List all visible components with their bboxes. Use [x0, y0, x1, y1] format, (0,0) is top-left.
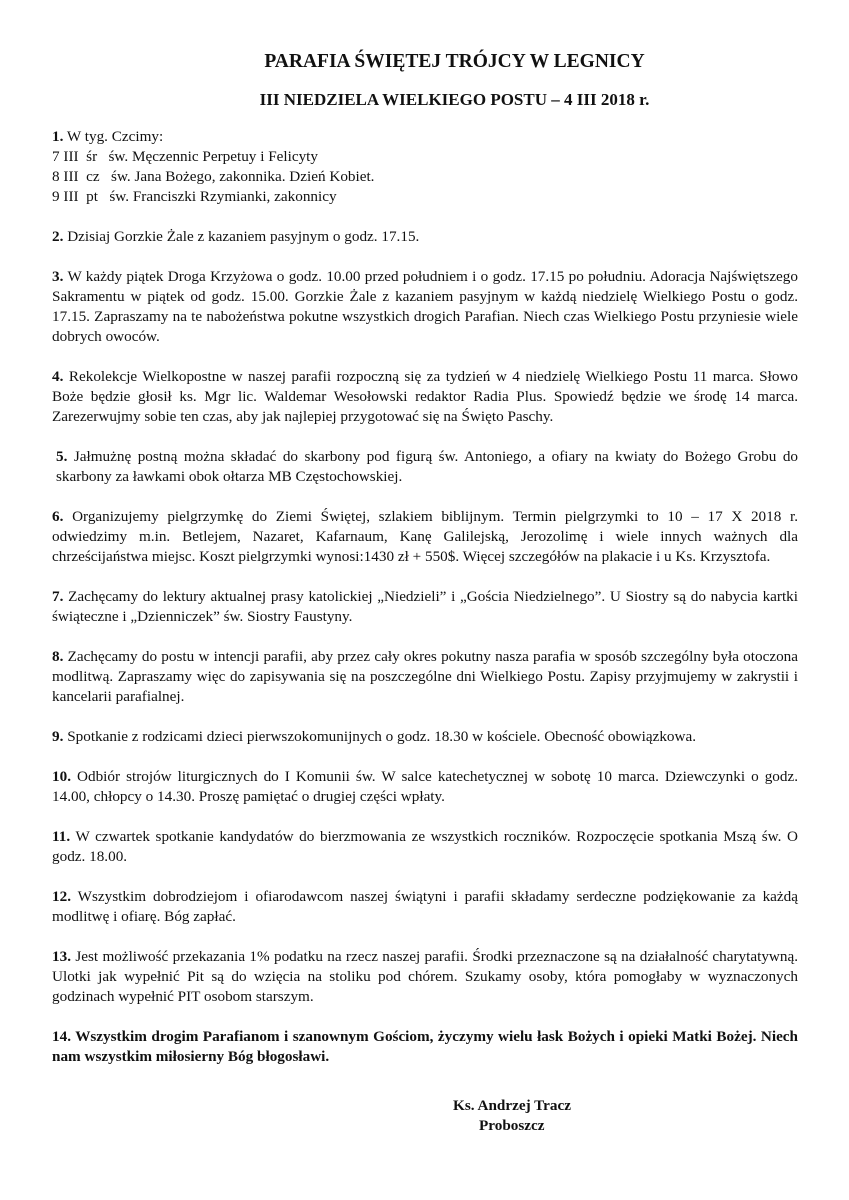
item-text: Wszystkim dobrodziejom i ofiarodawcom naszej świątyni i parafii składamy serdeczne podziękowanie za każdą modlitwę i ofiarę. Bóg zapłać. — [52, 888, 798, 925]
item-number: 3. — [52, 268, 64, 285]
item-number: 12. — [52, 888, 71, 905]
item-text: W każdy piątek Droga Krzyżowa o godz. 10.00 przed południem i o godz. 17.15 po południu. Adoracja Najświętszego Sakramentu w piątek od godz. 15.00. Gorzkie Żale z kazaniem pasyjnym w każdą niedzielę Wielkiego Postu o godz. 17.15. Zapraszamy na te nabożeństwa pokutne wszystkich drogich Parafian. Niech czas Wielkiego Postu przyniesie wiele dobrych owoców. — [52, 268, 798, 345]
item-text: W czwartek spotkanie kandydatów do bierzmowania ze wszystkich roczników. Rozpoczęcie spotkania Mszą św. O godz. 18.00. — [52, 828, 798, 865]
announcement-5 — [52, 447, 798, 487]
announcement-7 — [52, 587, 798, 627]
announcements — [52, 127, 798, 1067]
item-text: Wszystkim drogim Parafianom i szanownym Gościom, życzymy wielu łask Bożych i opieki Matki Bożej. Niech nam wszystkim miłosierny Bóg błogosławi. — [52, 1028, 798, 1065]
item-text: Jest możliwość przekazania 1% podatku na rzecz naszej parafii. Środki przeznaczone są na działalność charytatywną. Ulotki jak wypełnić Pit są do wzięcia na stoliku pod chórem. Szukamy osoby, która pomogłaby w wyznaczonych godzinach wypełnić PIT osobom starszym. — [52, 948, 799, 1005]
announcement-2 — [52, 227, 798, 247]
item-number: 14. — [52, 1028, 71, 1045]
announcement-13 — [52, 947, 798, 1007]
item-number: 4. — [52, 368, 64, 385]
announcement-12 — [52, 887, 798, 927]
item-text: W tyg. Czcimy: — [66, 128, 164, 145]
item-text: Zachęcamy do postu w intencji parafii, aby przez cały okres pokutny nasza parafia w sposób szczególny była otoczona modlitwą. Zapraszamy więc do zapisywania się na poszczególne dni Wielkiego Postu. Zapisy przyjmujemy w zakrystii i kancelarii parafialnej. — [52, 648, 799, 705]
announcement-11 — [52, 827, 798, 867]
item-number: 5. — [56, 448, 68, 465]
announcement-6 — [52, 507, 798, 567]
item-number: 9. — [52, 728, 64, 745]
item-number: 1. — [52, 128, 64, 145]
announcement-1 — [52, 127, 798, 207]
item-text: Rekolekcje Wielkopostne w naszej parafii rozpoczną się za tydzień w 4 niedzielę Wielkiego Postu 11 marca. Słowo Boże będzie głosił ks. Mgr lic. Waldemar Wesołowski redaktor Radia Plus. Spowiedź będzie we środę 14 marca. Zarezerwujmy sobie ten czas, aby jak najlepiej przygotować się na Święto Paschy. — [52, 368, 798, 425]
feast-line: 7 III śr św. Męczennic Perpetuy i Felicyty — [52, 148, 318, 165]
item-number: 2. — [52, 228, 64, 245]
item-text: Dzisiaj Gorzkie Żale z kazaniem pasyjnym o godz. 17.15. — [67, 228, 420, 245]
page-subtitle: III NIEDZIELA WIELKIEGO POSTU – 4 III 2018 r. — [259, 90, 650, 109]
item-text: Organizujemy pielgrzymkę do Ziemi Świętej, szlakiem biblijnym. Termin pielgrzymki to 10 – 17 X 2018 r. odwiedzimy m.in. Betlejem, Nazaret, Kafarnaum, Kanę Galilejską, Jerozolimę i wiele innych ważnych dla chrześcijaństwa miejsc. Koszt pielgrzymki wynosi:1430 zł + 550$. Więcej szczegółów na plakacie i u Ks. Krzysztofa. — [52, 508, 799, 565]
announcement-8 — [52, 647, 798, 707]
item-number: 13. — [52, 948, 71, 965]
item-number: 10. — [52, 768, 71, 785]
announcement-4 — [52, 367, 798, 427]
item-text: Odbiór strojów liturgicznych do I Komunii św. W salce katechetycznej w sobotę 10 marca. Dziewczynki o godz. 14.00, chłopcy o 14.30. Proszę pamiętać o drugiej części wpłaty. — [52, 768, 799, 805]
item-text: Spotkanie z rodzicami dzieci pierwszokomunijnych o godz. 18.30 w kościele. Obecność obowiązkowa. — [67, 728, 697, 745]
announcement-9 — [52, 727, 798, 747]
feast-line: 9 III pt św. Franciszki Rzymianki, zakonnicy — [52, 188, 337, 205]
announcement-14 — [52, 1027, 798, 1067]
item-number: 7. — [52, 588, 64, 605]
item-number: 6. — [52, 508, 64, 525]
signature — [453, 1096, 571, 1136]
item-text: Zachęcamy do lektury aktualnej prasy katolickiej „Niedzieli” i „Gościa Niedzielnego”. U Siostry są do nabycia kartki świąteczne i „Dzienniczek” św. Siostry Faustyny. — [52, 588, 798, 625]
signature-role: Proboszcz — [479, 1117, 545, 1134]
item-number: 11. — [52, 828, 71, 845]
page-title: PARAFIA ŚWIĘTEJ TRÓJCY W LEGNICY — [264, 51, 645, 72]
item-text: Jałmużnę postną można składać do skarbony pod figurą św. Antoniego, a ofiary na kwiaty do Bożego Grobu do skarbony za ławkami obok ołtarza MB Częstochowskiej. — [56, 448, 799, 485]
signature-name: Ks. Andrzej Tracz — [453, 1097, 571, 1114]
feast-line: 8 III cz św. Jana Bożego, zakonnika. Dzień Kobiet. — [52, 168, 375, 185]
announcement-10 — [52, 767, 798, 807]
announcement-3 — [52, 267, 798, 347]
item-number: 8. — [52, 648, 64, 665]
